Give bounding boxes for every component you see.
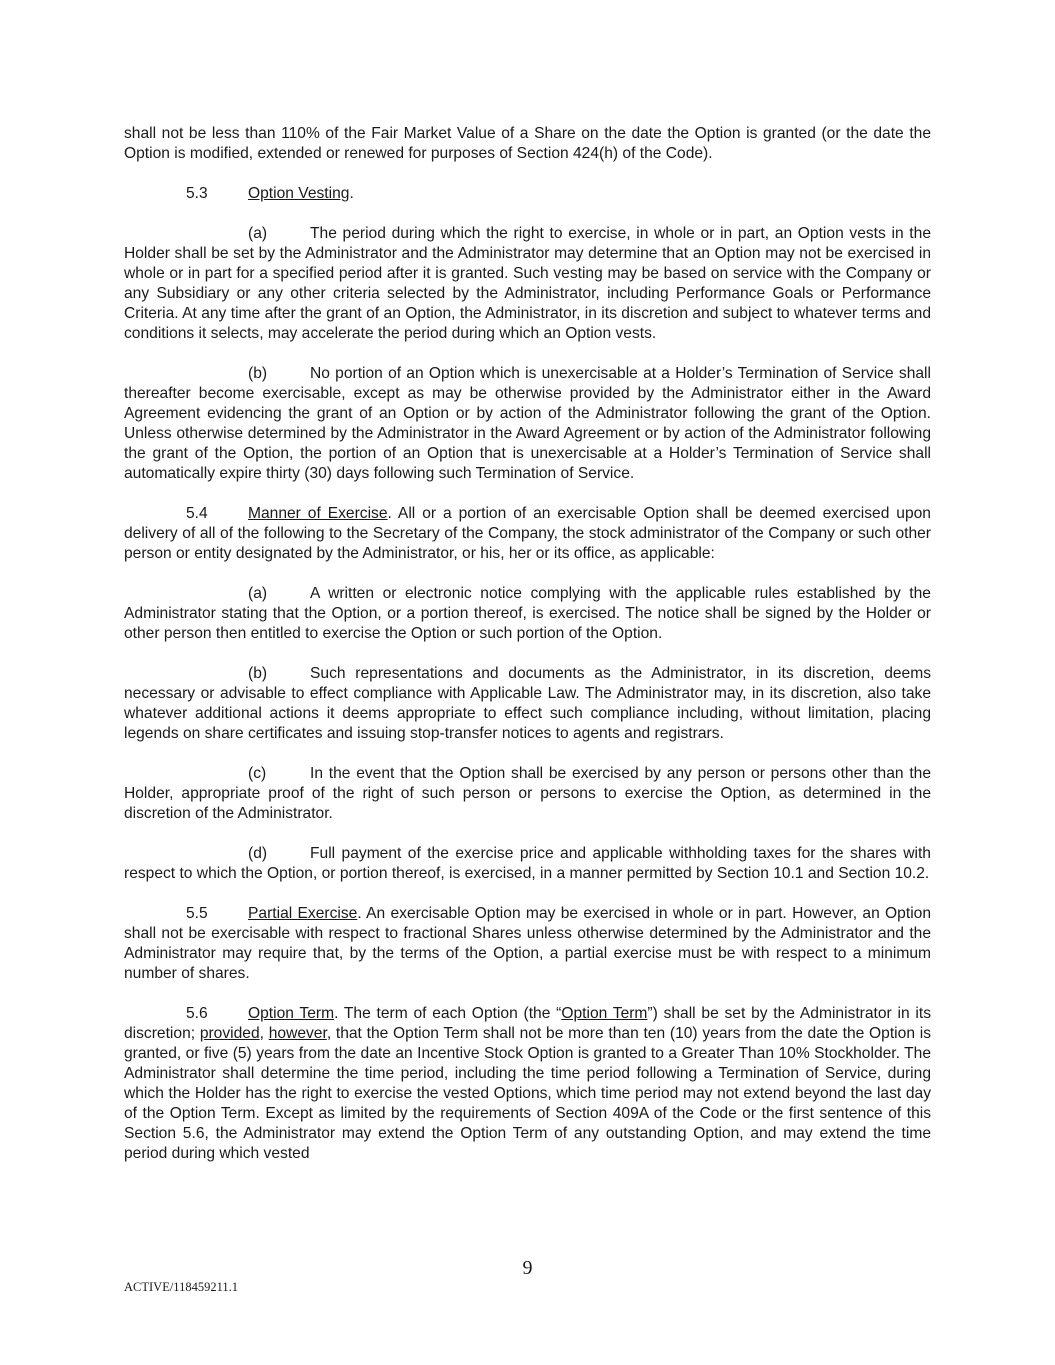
section-title: Partial Exercise bbox=[248, 905, 358, 922]
clause-label: (b) bbox=[248, 365, 268, 382]
section-5-6: 5.6 Option Term. The term of each Option (the “Option Term”) shall be set by the Administrator in its discretion; provided, however, that the Option Term shall not be more than ten (10) years from the date the Option is granted, or five (5) years from the date an Incentive Stock Option is granted to a Greater Than 10% Stockholder. The Administrator shall determine the time period, including the time period following a Termination of Service, during which the Holder has the right to exercise the vested Options, which time period may not extend beyond the last day of the Option Term. Except as limited by the requirements of Section 409A of the Code or the first sentence of this Section 5.6, the Administrator may extend the Option Term of any outstanding Option, and may extend the time period during which vested bbox=[124, 1005, 931, 1162]
clause-label: (a) bbox=[248, 585, 268, 602]
clause-text: In the event that the Option shall be exercised by any person or persons other than the Holder, appropriate proof of the right of such person or persons to exercise the Option, as determined in the discretion of the Administrator. bbox=[124, 765, 931, 822]
clause-label: (a) bbox=[248, 225, 268, 242]
defined-term: Option Term bbox=[561, 1005, 648, 1022]
clause-text: Full payment of the exercise price and applicable withholding taxes for the shares with respect to which the Option, or portion thereof, is exercised, in a manner permitted by Section 10.1 and Section 10.2. bbox=[124, 845, 931, 882]
clause-text: The period during which the right to exercise, in whole or in part, an Option vests in the Holder shall be set by the Administrator and the Administrator may determine that an Option may not be exercised in whole or in part for a specified period after it is granted. Such vesting may be based on service with the Company or any Subsidiary or any other criteria selected by the Administrator, including Performance Goals or Performance Criteria. At any time after the grant of an Option, the Administrator, in its discretion and subject to whatever terms and conditions it selects, may accelerate the period during which an Option vests. bbox=[124, 225, 931, 342]
section-5-3-a bbox=[124, 224, 931, 344]
section-number: 5.3 bbox=[186, 185, 208, 202]
clause-text: No portion of an Option which is unexercisable at a Holder’s Termination of Service shall thereafter become exercisable, except as may be otherwise provided by the Administrator either in the Award Agreement evidencing the grant of an Option or by action of the Administrator following the grant of the Option. Unless otherwise determined by the Administrator in the Award Agreement or by action of the Administrator following the grant of the Option, the portion of an Option that is unexercisable at a Holder’s Termination of Service shall automatically expire thirty (30) days following such Termination of Service. bbox=[124, 365, 931, 482]
document-body bbox=[124, 124, 931, 1184]
section-number: 5.4 bbox=[186, 505, 208, 522]
section-5-4-b bbox=[124, 664, 931, 744]
clause-label: (c) bbox=[248, 765, 267, 782]
section-5-5 bbox=[124, 904, 931, 984]
section-5-3-b bbox=[124, 364, 931, 484]
provided-term: provided bbox=[199, 1025, 260, 1042]
section-5-4-d bbox=[124, 844, 931, 884]
however-term: however bbox=[268, 1025, 327, 1042]
paragraph-continuation: shall not be less than 110% of the Fair Market Value of a Share on the date the Option is granted (or the date the Option is modified, extended or renewed for purposes of Section 424(h) of the Code). bbox=[124, 125, 931, 162]
clause-label: (d) bbox=[248, 845, 268, 862]
section-title: Option Vesting bbox=[248, 185, 350, 202]
section-5-4-c bbox=[124, 764, 931, 824]
clause-label: (b) bbox=[248, 665, 268, 682]
page-number: 9 bbox=[522, 1257, 533, 1279]
section-5-4-a bbox=[124, 584, 931, 644]
section-title: Manner of Exercise bbox=[248, 505, 388, 522]
section-text: . An exercisable Option may be exercised in whole or in part. However, an Option shall not be exercisable with respect to fractional Shares unless otherwise determined by the Administrator and the Administrator may require that, by the terms of the Option, a partial exercise must be with respect to a minimum number of shares. bbox=[124, 905, 931, 982]
document-id: ACTIVE/118459211.1 bbox=[124, 1280, 238, 1294]
section-title: Option Term bbox=[248, 1005, 335, 1022]
section-text: . All or a portion of an exercisable Option shall be deemed exercised upon delivery of all of the following to the Secretary of the Company, the stock administrator of the Company or such other person or entity designated by the Administrator, or his, her or its office, as applicable: bbox=[124, 505, 931, 562]
section-5-4 bbox=[124, 504, 931, 564]
section-number: 5.6 bbox=[186, 1005, 208, 1022]
section-5-3-heading: 5.3 Option Vesting. bbox=[186, 185, 354, 202]
section-number: 5.5 bbox=[186, 905, 208, 922]
clause-text: Such representations and documents as the Administrator, in its discretion, deems necessary or advisable to effect compliance with Applicable Law. The Administrator may, in its discretion, also take whatever additional actions it deems appropriate to effect such compliance including, without limitation, placing legends on share certificates and issuing stop-transfer notices to agents and registrars. bbox=[124, 665, 931, 742]
clause-text: A written or electronic notice complying with the applicable rules established by the Administrator stating that the Option, or a portion thereof, is exercised. The notice shall be signed by the Holder or other person then entitled to exercise the Option or such portion of the Option. bbox=[124, 585, 931, 642]
